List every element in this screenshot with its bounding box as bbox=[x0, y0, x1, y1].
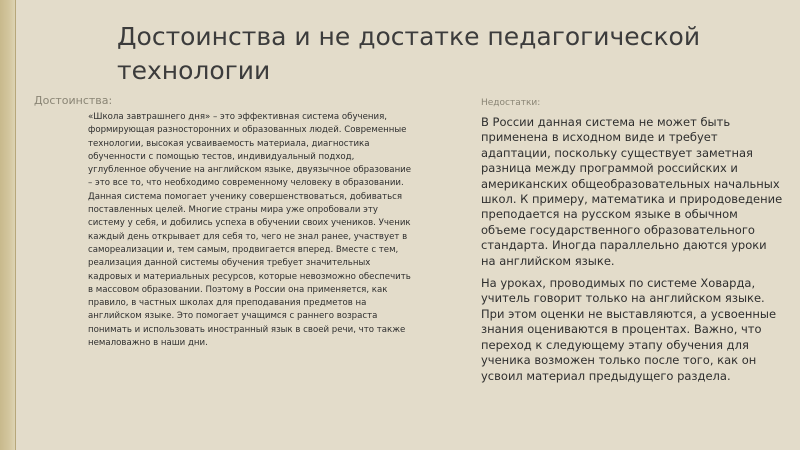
decorative-side-strip bbox=[0, 0, 15, 450]
advantages-text: «Школа завтрашнего дня» – это эффективная система обучения, формирующая разносторонних и образованных людей. Современные технологии, высокая усваиваемость материала, диагностика обученности с помощью тестов, индивидуальный подход, углубленное обучение на английском языке, двуязычное образование – это все то, что необходимо современному человеку в образовании. Данная система помогает ученику совершенствоваться, добиваться поставленных целей. Многие страны мира уже опробовали эту систему у себя, и добились успеха в обучении своих учеников. Ученик каждый день открывает для себя то, чего не знал ранее, участвует в самореализации и, тем самым, продвигается вперед. Вместе с тем, реализация данной системы обучения требует значительных кадровых и материальных ресурсов, которые невозможно обеспечить в массовом образовании. Поэтому в России она применяется, как правило, в частных школах для преподавания предметов на английском языке. Это помогает учащимся с раннего возраста понимать и использовать иностранный язык в своей речи, что также немаловажно в наши дни. bbox=[88, 112, 412, 349]
advantages-heading: Достоинства: bbox=[34, 94, 113, 107]
disadvantages-heading: Недостатки: bbox=[481, 98, 541, 108]
disadvantages-content bbox=[481, 115, 783, 391]
disadvantages-paragraph: На уроках, проводимых по системе Ховарда, учитель говорит только на английском языке. При этом оценки не выставляются, а усвоенные знания оцениваются в процентах. Важно, что переход к следующему этапу обучения для ученика возможен только после того, как он усвоил материал предыдущего раздела. bbox=[481, 276, 777, 383]
slide-title: Достоинства и не достатке педагогической технологии bbox=[117, 22, 701, 85]
side-strip-divider bbox=[15, 0, 16, 450]
disadvantages-paragraph: В России данная система не может быть применена в исходном виде и требует адаптации, поскольку существует заметная разница между программой российских и американских общеобразовательных начальных школ. К примеру, математика и природоведение преподается на русском языке в обычном объеме государственного образовательного стандарта. Иногда параллельно даются уроки на английском языке. bbox=[481, 115, 783, 268]
